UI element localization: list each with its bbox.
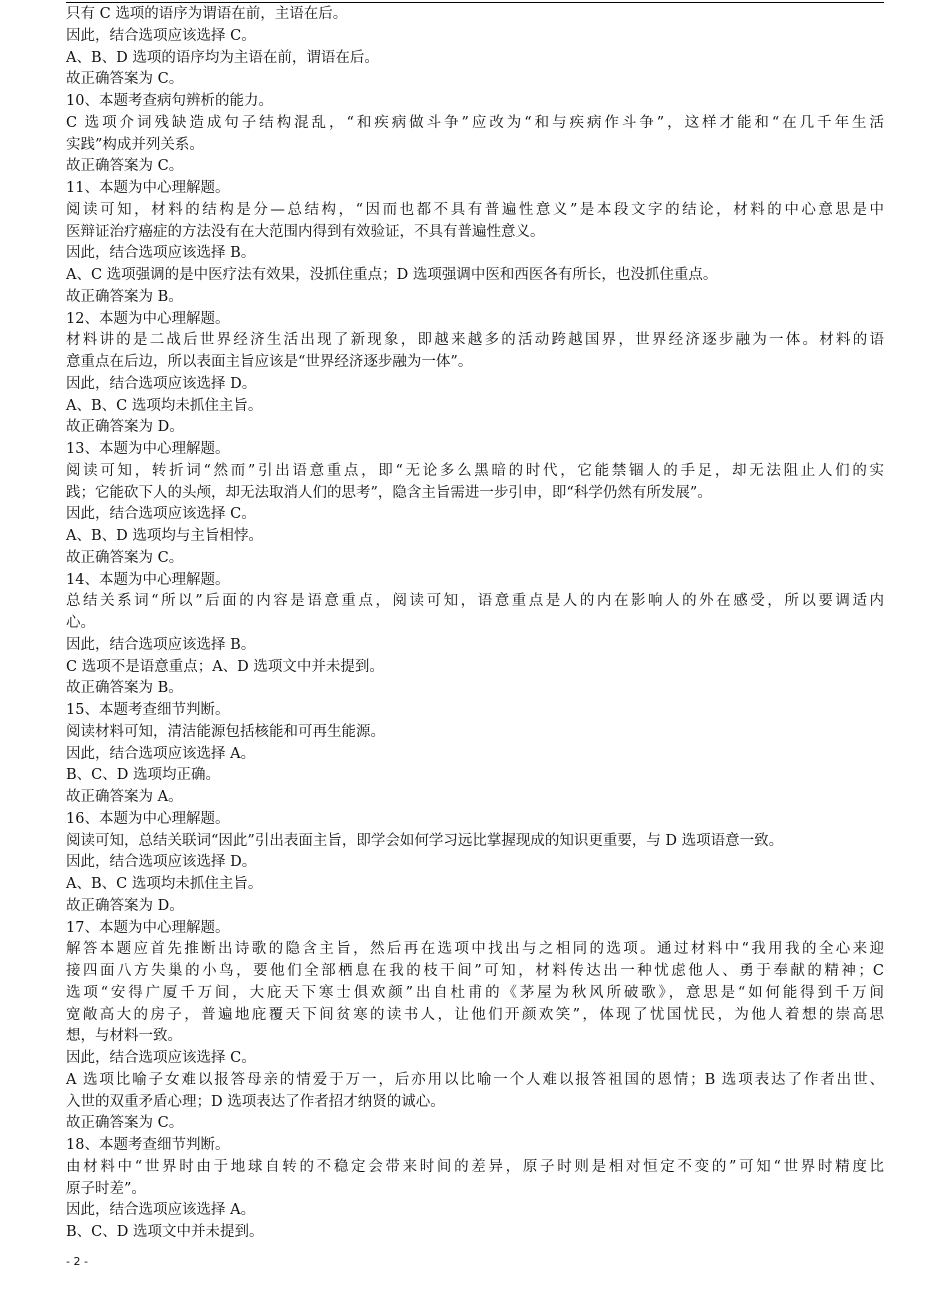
text-line: 总结关系词“所以”后面的内容是语意重点，阅读可知，语意重点是人的内在影响人的外在感受，所以要调适内	[66, 593, 884, 610]
text-line: 故正确答案为 D。	[66, 419, 184, 436]
text-line: 想，与材料一致。	[66, 1028, 182, 1045]
text-line: 因此，结合选项应该选择 C。	[66, 27, 256, 44]
text-line: 接四面八方失巢的小鸟，要他们全部栖息在我的枝干间”可知，材料传达出一种忧虑他人、勇于奉献的精神；C	[66, 963, 884, 979]
text-line: A、B、C 选项均未抓住主旨。	[66, 876, 263, 892]
text-line: A、B、D 选项的语序均为主语在前，谓语在后。	[66, 49, 379, 66]
text-line: C 选项不是语意重点；A、D 选项文中并未提到。	[66, 658, 384, 675]
text-line: 因此，结合选项应该选择 C。	[66, 1050, 256, 1066]
text-line: 故正确答案为 A。	[66, 789, 183, 805]
text-line: 15、本题考查细节判断。	[66, 702, 230, 718]
text-line: 材料讲的是二战后世界经济生活出现了新现象，即越来越多的活动跨越国界，世界经济逐步融为一体。材料的语	[66, 332, 884, 349]
text-line: 13、本题为中心理解题。	[66, 441, 230, 457]
text-line: 故正确答案为 B。	[66, 288, 183, 305]
text-line: 因此，结合选项应该选择 D。	[66, 375, 257, 392]
top-rule	[66, 2, 884, 3]
text-line: A 选项比喻子女难以报答母亲的情爱于万一，后亦用以比喻一个人难以报答祖国的恩情；B 选项表达了作者出世、	[66, 1071, 884, 1088]
text-line: 践；它能砍下人的头颅，却无法取消人们的思考”，隐含主旨需进一步引申，即“科学仍然有所发展”。	[66, 484, 712, 501]
text-line: 解答本题应首先推断出诗歌的隐含主旨，然后再在选项中找出与之相同的选项。通过材料中“我用我的全心来迎	[66, 941, 884, 958]
text-line: A、B、C 选项均未抓住主旨。	[66, 397, 263, 414]
text-line: 由材料中“世界时由于地球自转的不稳定会带来时间的差异，原子时则是相对恒定不变的”可知“世界时精度比	[66, 1158, 884, 1175]
text-line: 意重点在后边，所以表面主旨应该是“世界经济逐步融为一体”。	[66, 354, 473, 370]
text-line: C 选项介词残缺造成句子结构混乱，“和疾病做斗争”应改为“和与疾病作斗争”，这样才能和“在几千年生活	[66, 114, 884, 131]
text-line: B、C、D 选项文中并未提到。	[66, 1224, 264, 1240]
text-line: A、B、D 选项均与主旨相悖。	[66, 528, 263, 544]
text-line: 因此，结合选项应该选择 A。	[66, 1202, 256, 1219]
text-line: 心。	[66, 615, 95, 631]
text-line: 17、本题为中心理解题。	[66, 919, 230, 936]
text-line: 阅读可知，转折词“然而”引出语意重点，即“无论多么黑暗的时代，它能禁锢人的手足，却无法阻止人们的实	[66, 462, 884, 479]
text-line: 阅读可知，材料的结构是分—总结构，“因而也都不具有普遍性意义”是本段文字的结论，材料的中心意思是中	[66, 201, 884, 218]
text-line: 12、本题为中心理解题。	[66, 310, 230, 327]
text-line: 因此，结合选项应该选择 A。	[66, 745, 256, 762]
text-line: 选项“安得广厦千万间，大庇天下寒士俱欢颜”出自杜甫的《茅屋为秋风所破歌》，意思是“如何能得到千万间	[66, 984, 884, 1001]
text-line: 阅读材料可知，清洁能源包括核能和可再生能源。	[66, 723, 385, 740]
text-line: 因此，结合选项应该选择 C。	[66, 506, 256, 523]
text-line: 故正确答案为 D。	[66, 897, 184, 914]
text-line: 宽敞高大的房子，普遍地庇覆天下间贫寒的读书人，让他们开颜欢笑”，体现了忧国忧民，为他人着想的崇高思	[66, 1006, 884, 1023]
text-line: 故正确答案为 C。	[66, 549, 184, 566]
text-line: 故正确答案为 C。	[66, 71, 184, 88]
text-line: 原子时差”。	[66, 1180, 146, 1197]
text-line: 只有 C 选项的语序为谓语在前，主语在后。	[66, 6, 348, 22]
text-line: B、C、D 选项均正确。	[66, 767, 220, 784]
text-line: 因此，结合选项应该选择 B。	[66, 636, 256, 653]
text-line: 故正确答案为 C。	[66, 1115, 184, 1132]
text-line: 10、本题考查病句辨析的能力。	[66, 93, 273, 109]
text-line: 入世的双重矛盾心理；D 选项表达了作者招才纳贤的诚心。	[66, 1093, 445, 1110]
text-line: 故正确答案为 B。	[66, 680, 183, 697]
text-line: A、C 选项强调的是中医疗法有效果，没抓住重点；D 选项强调中医和西医各有所长，也没抓住重点。	[66, 267, 718, 283]
text-line: 11、本题为中心理解题。	[66, 180, 230, 196]
text-line: 医辩证治疗癌症的方法没有在大范围内得到有效验证，不具有普遍性意义。	[66, 223, 545, 240]
text-line: 因此，结合选项应该选择 B。	[66, 245, 256, 262]
text-line: 阅读可知，总结关联词“因此”引出表面主旨，即学会如何学习远比掌握现成的知识更重要，与 D 选项语意一致。	[66, 832, 784, 849]
answer-explanations	[66, 4, 884, 1244]
text-line: 因此，结合选项应该选择 D。	[66, 854, 257, 871]
text-line: 18、本题考查细节判断。	[66, 1137, 230, 1153]
text-line: 故正确答案为 C。	[66, 158, 184, 175]
text-line: 实践”构成并列关系。	[66, 136, 204, 153]
text-line: 14、本题为中心理解题。	[66, 571, 230, 588]
page-number: - 2 -	[66, 1255, 88, 1268]
text-line: 16、本题为中心理解题。	[66, 810, 230, 827]
